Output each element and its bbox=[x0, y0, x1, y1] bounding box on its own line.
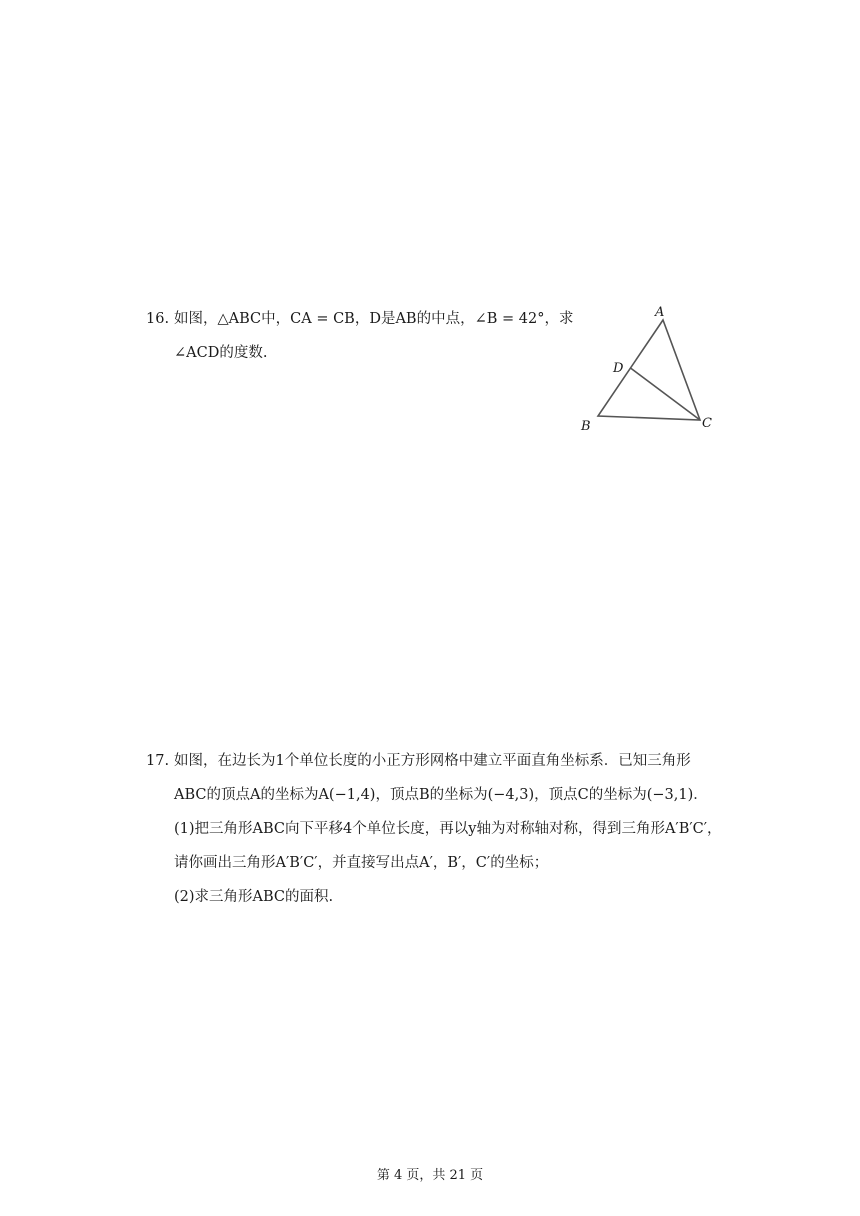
page-footer: 第 4 页，共 21 页 bbox=[376, 1168, 484, 1183]
problem-17 bbox=[146, 744, 726, 914]
label-c: C bbox=[702, 416, 712, 431]
problem-line: 如图，在边长为1个单位长度的小正方形网格中建立平面直角坐标系．已知三角形 bbox=[174, 753, 691, 769]
problem-line: 请你画出三角形A′B′C′，并直接写出点A′，B′，C′的坐标； bbox=[174, 855, 549, 871]
problem-line: (1)把三角形ABC向下平移4个单位长度，再以y轴为对称轴对称，得到三角形A′B′C′， bbox=[174, 821, 722, 837]
problem-line: (2)求三角形ABC的面积. bbox=[174, 889, 334, 905]
problem-line: ABC的顶点A的坐标为A(−1,4)，顶点B的坐标为(−4,3)，顶点C的坐标为(−3,1)． bbox=[174, 787, 708, 803]
triangle-diagram bbox=[572, 298, 722, 438]
problem-number: 16. bbox=[146, 311, 170, 327]
problem-number: 17. bbox=[146, 753, 170, 769]
problem-text bbox=[146, 744, 726, 914]
problem-16 bbox=[146, 302, 576, 370]
label-b: B bbox=[581, 419, 591, 434]
label-d: D bbox=[613, 361, 624, 376]
problem-text bbox=[146, 302, 576, 370]
problem-line: 如图，△ABC中，CA = CB，D是AB的中点，∠B = 42°，求 bbox=[174, 311, 574, 327]
triangle-figure bbox=[572, 298, 722, 438]
label-a: A bbox=[655, 305, 665, 320]
problem-line: ∠ACD的度数. bbox=[174, 345, 268, 361]
